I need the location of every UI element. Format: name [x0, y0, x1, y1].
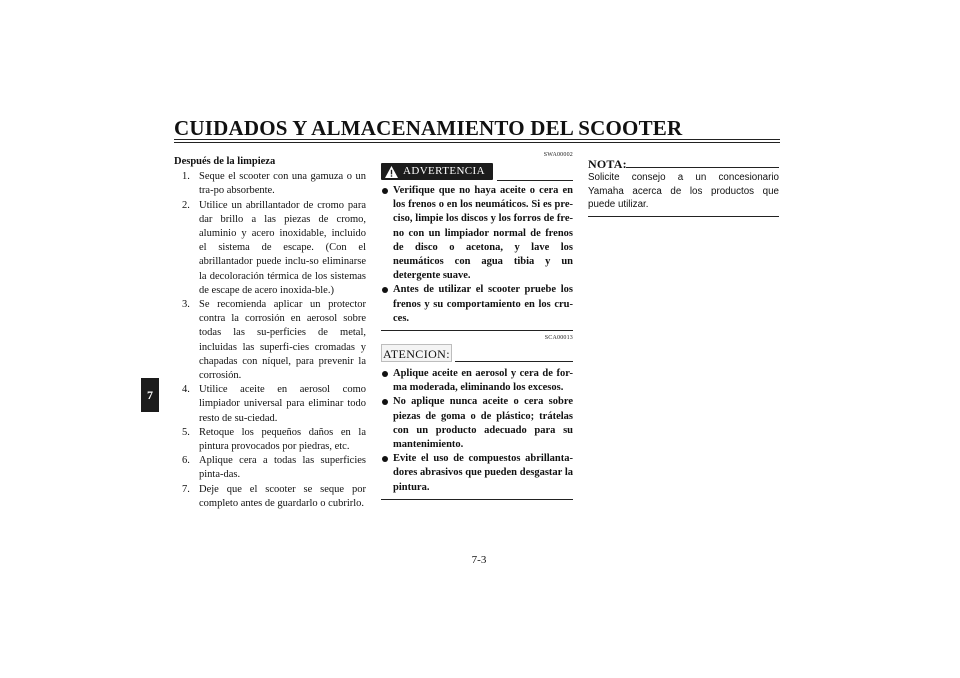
- note-label: NOTA:: [588, 157, 627, 171]
- list-item: [174, 483, 366, 511]
- list-item: [381, 283, 573, 326]
- caution-text: Evite el uso de compuestos abrillanta-dores abrasivos que pueden desgastar la pintura.: [393, 453, 573, 493]
- warning-text: Verifique que no haya aceite o cera en los frenos o en los neumáticos. Si es pre-ciso, limpie los discos y los forros de fre-no con un limpiador normal de frenos de disco o acetona, y lave los neumáticos con agua tibia y un detergente suave.: [393, 185, 573, 282]
- step-text: Utilice un abrillantador de cromo para dar brillo a las piezas de cromo, aluminio y acero inoxidable, incluido el sistema de escape. (Con el abrillantador puede inclu-so eliminarse la decoloración térmica de los sistemas de escape de acero inoxida-ble.): [199, 199, 366, 296]
- bullet-icon: [382, 188, 388, 194]
- page-title: CUIDADOS Y ALMACENAMIENTO DEL SCOOTER: [174, 116, 683, 140]
- section-heading: Después de la limpieza: [174, 156, 276, 167]
- list-item: [381, 367, 573, 395]
- warning-triangle-icon: [384, 165, 399, 179]
- list-item: [174, 454, 366, 482]
- chapter-tab: 7: [141, 378, 159, 412]
- warning-rule: [497, 180, 573, 181]
- warning-label: ADVERTENCIA: [403, 165, 485, 177]
- bullet-icon: [382, 287, 388, 293]
- cleaning-steps: [174, 170, 366, 511]
- step-number: 1.: [182, 171, 190, 183]
- step-text: Seque el scooter con una gamuza o un tra-po absorbente.: [199, 171, 366, 197]
- step-number: 5.: [182, 426, 190, 438]
- note-column: [588, 155, 779, 217]
- step-number: 7.: [182, 483, 190, 495]
- list-item: [174, 426, 366, 454]
- warning-end-rule: [381, 330, 573, 331]
- list-item: [174, 199, 366, 298]
- note-text: Solicite consejo a un concesionario Yamaha acerca de los productos que puede utilizar.: [588, 172, 779, 210]
- cleaning-column: [174, 155, 366, 511]
- bullet-icon: [382, 456, 388, 462]
- warning-header: [381, 163, 573, 181]
- step-number: 6.: [182, 455, 190, 467]
- caution-text: No aplique nunca aceite o cera sobre piezas de goma o de plástico; trátelas con un producto adecuado para su mantenimiento.: [393, 396, 573, 451]
- bullet-icon: [382, 399, 388, 405]
- warning-text: Antes de utilizar el scooter pruebe los frenos y su comportamiento en los cru-ces.: [393, 284, 573, 324]
- list-item: [174, 170, 366, 198]
- note-rule: [626, 167, 779, 168]
- step-number: 2.: [182, 199, 190, 211]
- step-text: Deje que el scooter se seque por completo antes de guardarlo o cubrirlo.: [199, 483, 366, 509]
- warning-column: [381, 151, 573, 500]
- step-number: 4.: [182, 384, 190, 396]
- list-item: [174, 383, 366, 426]
- step-number: 3.: [182, 299, 190, 311]
- caution-end-rule: [381, 499, 573, 500]
- step-text: Retoque los pequeños daños en la pintura provocados por piedras, etc.: [199, 426, 366, 453]
- caution-badge: ATENCION:: [381, 344, 452, 362]
- note-header: [588, 155, 779, 169]
- page-number: 7-3: [471, 554, 487, 566]
- note-end-rule: [588, 216, 779, 217]
- warning-code: SWA00002: [543, 152, 573, 158]
- caution-header: [381, 344, 573, 364]
- list-item: [174, 298, 366, 383]
- caution-rule: [455, 361, 573, 362]
- bullet-icon: [382, 371, 388, 377]
- list-item: [381, 184, 573, 283]
- warning-badge: [381, 163, 493, 180]
- step-text: Aplique cera a todas las superficies pinta-das.: [199, 455, 366, 481]
- caution-list: [381, 367, 573, 495]
- caution-text: Aplique aceite en aerosol y cera de for-ma moderada, eliminando los excesos.: [393, 368, 573, 394]
- list-item: [381, 452, 573, 495]
- caution-code: SCA00013: [544, 335, 573, 342]
- title-rule: [174, 139, 780, 143]
- step-text: Utilice aceite en aerosol como limpiador universal para eliminar todo resto de su-ciedad.: [199, 384, 366, 424]
- step-text: Se recomienda aplicar un protector contra la corrosión en aerosol sobre todas las su-perficies de metal, incluidas las superfi-cies cromadas y chapadas con níquel, para prevenir la corrosión.: [199, 299, 366, 382]
- list-item: [381, 395, 573, 452]
- warning-list: [381, 184, 573, 326]
